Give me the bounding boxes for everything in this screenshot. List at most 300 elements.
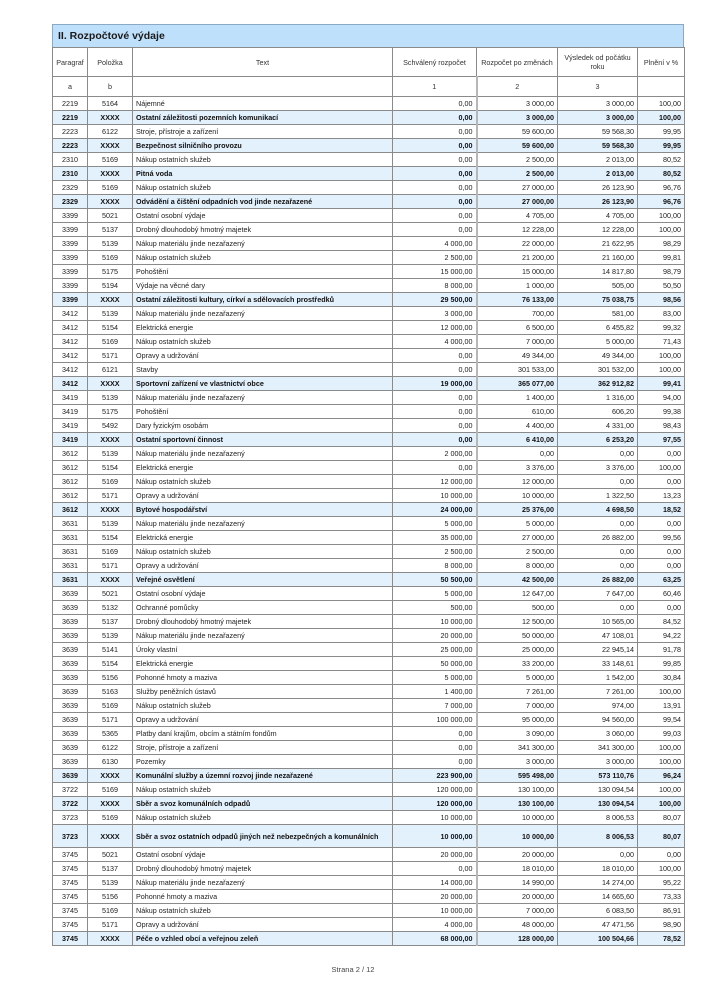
text-cell: Nákup materiálu jinde nezařazený [133, 876, 393, 890]
text-cell: Ostatní sportovní činnost [133, 433, 393, 447]
text-cell: Pozemky [133, 755, 393, 769]
schvaleny-cell: 15 000,00 [393, 265, 477, 279]
schvaleny-cell: 0,00 [393, 741, 477, 755]
plneni-cell: 80,07 [638, 811, 685, 825]
table-row [53, 876, 685, 890]
schvaleny-cell: 223 900,00 [393, 769, 477, 783]
paragraf-cell: 3612 [53, 447, 88, 461]
plneni-cell: 100,00 [638, 461, 685, 475]
vysledek-cell: 6 083,50 [558, 904, 638, 918]
schvaleny-cell: 0,00 [393, 153, 477, 167]
plneni-cell: 96,24 [638, 769, 685, 783]
vysledek-cell: 0,00 [558, 475, 638, 489]
polozka-cell: 5154 [88, 531, 133, 545]
table-row-subtotal [53, 769, 685, 783]
po-zmenach-cell: 3 000,00 [477, 97, 558, 111]
polozka-cell: XXXX [88, 825, 133, 848]
text-cell: Bezpečnost silničního provozu [133, 139, 393, 153]
polozka-cell: 5139 [88, 391, 133, 405]
vysledek-cell: 0,00 [558, 545, 638, 559]
plneni-cell: 94,00 [638, 391, 685, 405]
po-zmenach-cell: 10 000,00 [477, 825, 558, 848]
paragraf-cell: 3399 [53, 223, 88, 237]
table-row [53, 587, 685, 601]
polozka-cell: XXXX [88, 932, 133, 946]
polozka-cell: XXXX [88, 195, 133, 209]
paragraf-cell: 3639 [53, 657, 88, 671]
text-cell: Služby peněžních ústavů [133, 685, 393, 699]
text-cell: Pohonné hmoty a maziva [133, 671, 393, 685]
po-zmenach-cell: 8 000,00 [477, 559, 558, 573]
po-zmenach-cell: 2 500,00 [477, 167, 558, 181]
plneni-cell: 100,00 [638, 97, 685, 111]
table-row [53, 461, 685, 475]
budget-page [52, 24, 684, 946]
po-zmenach-cell: 7 261,00 [477, 685, 558, 699]
vysledek-cell: 0,00 [558, 601, 638, 615]
paragraf-cell: 3722 [53, 797, 88, 811]
table-row [53, 265, 685, 279]
plneni-cell: 99,38 [638, 405, 685, 419]
text-cell: Nákup ostatních služeb [133, 783, 393, 797]
text-cell: Nákup materiálu jinde nezařazený [133, 517, 393, 531]
schvaleny-cell: 0,00 [393, 419, 477, 433]
index-b: b [88, 77, 133, 97]
text-cell: Nákup ostatních služeb [133, 251, 393, 265]
polozka-cell: 5139 [88, 876, 133, 890]
table-row [53, 489, 685, 503]
vysledek-cell: 8 006,53 [558, 825, 638, 848]
plneni-cell: 99,56 [638, 531, 685, 545]
polozka-cell: XXXX [88, 139, 133, 153]
schvaleny-cell: 20 000,00 [393, 848, 477, 862]
paragraf-cell: 3612 [53, 503, 88, 517]
po-zmenach-cell: 7 000,00 [477, 904, 558, 918]
paragraf-cell: 3412 [53, 363, 88, 377]
text-cell: Sběr a svoz komunálních odpadů [133, 797, 393, 811]
text-cell: Pohoštění [133, 265, 393, 279]
po-zmenach-cell: 59 600,00 [477, 125, 558, 139]
table-row [53, 237, 685, 251]
plneni-cell: 0,00 [638, 447, 685, 461]
text-cell: Nákup materiálu jinde nezařazený [133, 447, 393, 461]
vysledek-cell: 4 705,00 [558, 209, 638, 223]
plneni-cell: 100,00 [638, 111, 685, 125]
paragraf-cell: 3419 [53, 419, 88, 433]
polozka-cell: 5492 [88, 419, 133, 433]
schvaleny-cell: 0,00 [393, 139, 477, 153]
paragraf-cell: 3639 [53, 685, 88, 699]
vysledek-cell: 59 568,30 [558, 125, 638, 139]
text-cell: Ostatní osobní výdaje [133, 209, 393, 223]
po-zmenach-cell: 18 010,00 [477, 862, 558, 876]
po-zmenach-cell: 33 200,00 [477, 657, 558, 671]
schvaleny-cell: 29 500,00 [393, 293, 477, 307]
polozka-cell: 5154 [88, 657, 133, 671]
col-paragraf: Paragraf [53, 48, 88, 77]
po-zmenach-cell: 0,00 [477, 447, 558, 461]
plneni-cell: 100,00 [638, 363, 685, 377]
text-cell: Nákup ostatních služeb [133, 181, 393, 195]
po-zmenach-cell: 4 400,00 [477, 419, 558, 433]
schvaleny-cell: 0,00 [393, 167, 477, 181]
text-cell: Nákup materiálu jinde nezařazený [133, 307, 393, 321]
po-zmenach-cell: 50 000,00 [477, 629, 558, 643]
plneni-cell: 98,56 [638, 293, 685, 307]
vysledek-cell: 12 228,00 [558, 223, 638, 237]
po-zmenach-cell: 42 500,00 [477, 573, 558, 587]
vysledek-cell: 59 568,30 [558, 139, 638, 153]
schvaleny-cell: 25 000,00 [393, 643, 477, 657]
paragraf-cell: 3745 [53, 918, 88, 932]
schvaleny-cell: 3 000,00 [393, 307, 477, 321]
polozka-cell: 5169 [88, 181, 133, 195]
po-zmenach-cell: 20 000,00 [477, 890, 558, 904]
po-zmenach-cell: 12 647,00 [477, 587, 558, 601]
polozka-cell: 5139 [88, 447, 133, 461]
text-cell: Ostatní osobní výdaje [133, 848, 393, 862]
table-row [53, 755, 685, 769]
plneni-cell: 99,85 [638, 657, 685, 671]
paragraf-cell: 3639 [53, 615, 88, 629]
polozka-cell: 5171 [88, 713, 133, 727]
paragraf-cell: 3631 [53, 531, 88, 545]
po-zmenach-cell: 3 376,00 [477, 461, 558, 475]
index-3: 3 [558, 77, 638, 97]
polozka-cell: 5169 [88, 475, 133, 489]
paragraf-cell: 3399 [53, 251, 88, 265]
table-row [53, 657, 685, 671]
po-zmenach-cell: 10 000,00 [477, 489, 558, 503]
schvaleny-cell: 0,00 [393, 461, 477, 475]
vysledek-cell: 130 094,54 [558, 797, 638, 811]
plneni-cell: 13,91 [638, 699, 685, 713]
polozka-cell: 5169 [88, 153, 133, 167]
schvaleny-cell: 7 000,00 [393, 699, 477, 713]
vysledek-cell: 18 010,00 [558, 862, 638, 876]
table-row [53, 251, 685, 265]
paragraf-cell: 3639 [53, 643, 88, 657]
paragraf-cell: 3612 [53, 475, 88, 489]
po-zmenach-cell: 25 376,00 [477, 503, 558, 517]
po-zmenach-cell: 27 000,00 [477, 181, 558, 195]
section-title: II. Rozpočtové výdaje [52, 24, 684, 47]
po-zmenach-cell: 49 344,00 [477, 349, 558, 363]
paragraf-cell: 3399 [53, 265, 88, 279]
plneni-cell: 80,52 [638, 153, 685, 167]
polozka-cell: 5171 [88, 559, 133, 573]
po-zmenach-cell: 595 498,00 [477, 769, 558, 783]
paragraf-cell: 3639 [53, 727, 88, 741]
vysledek-cell: 3 000,00 [558, 111, 638, 125]
schvaleny-cell: 2 000,00 [393, 447, 477, 461]
schvaleny-cell: 5 000,00 [393, 671, 477, 685]
text-cell: Sběr a svoz ostatních odpadů jiných než nebezpečných a komunálních [133, 825, 393, 848]
schvaleny-cell: 14 000,00 [393, 876, 477, 890]
schvaleny-cell: 20 000,00 [393, 629, 477, 643]
schvaleny-cell: 0,00 [393, 349, 477, 363]
paragraf-cell: 3399 [53, 293, 88, 307]
plneni-cell: 63,25 [638, 573, 685, 587]
polozka-cell: 5194 [88, 279, 133, 293]
schvaleny-cell: 10 000,00 [393, 825, 477, 848]
polozka-cell: 5139 [88, 517, 133, 531]
polozka-cell: 5141 [88, 643, 133, 657]
text-cell: Pitná voda [133, 167, 393, 181]
schvaleny-cell: 0,00 [393, 755, 477, 769]
vysledek-cell: 7 647,00 [558, 587, 638, 601]
po-zmenach-cell: 500,00 [477, 601, 558, 615]
po-zmenach-cell: 15 000,00 [477, 265, 558, 279]
plneni-cell: 13,23 [638, 489, 685, 503]
polozka-cell: 5139 [88, 629, 133, 643]
vysledek-cell: 14 665,60 [558, 890, 638, 904]
text-cell: Nákup materiálu jinde nezařazený [133, 237, 393, 251]
plneni-cell: 18,52 [638, 503, 685, 517]
table-row [53, 643, 685, 657]
col-text: Text [133, 48, 393, 77]
vysledek-cell: 4 698,50 [558, 503, 638, 517]
table-row [53, 629, 685, 643]
vysledek-cell: 26 123,90 [558, 181, 638, 195]
vysledek-cell: 581,00 [558, 307, 638, 321]
schvaleny-cell: 50 000,00 [393, 657, 477, 671]
plneni-cell: 0,00 [638, 545, 685, 559]
table-row [53, 713, 685, 727]
polozka-cell: XXXX [88, 377, 133, 391]
plneni-cell: 0,00 [638, 601, 685, 615]
vysledek-cell: 974,00 [558, 699, 638, 713]
paragraf-cell: 3723 [53, 811, 88, 825]
plneni-cell: 99,95 [638, 125, 685, 139]
polozka-cell: 5021 [88, 848, 133, 862]
index-a: a [53, 77, 88, 97]
polozka-cell: 5021 [88, 587, 133, 601]
index-4 [638, 77, 685, 97]
text-cell: Stroje, přístroje a zařízení [133, 125, 393, 139]
text-cell: Odvádění a čištění odpadních vod jinde nezařazené [133, 195, 393, 209]
schvaleny-cell: 5 000,00 [393, 517, 477, 531]
vysledek-cell: 1 316,00 [558, 391, 638, 405]
polozka-cell: 5156 [88, 890, 133, 904]
po-zmenach-cell: 21 200,00 [477, 251, 558, 265]
paragraf-cell: 3722 [53, 783, 88, 797]
po-zmenach-cell: 3 090,00 [477, 727, 558, 741]
vysledek-cell: 3 000,00 [558, 97, 638, 111]
plneni-cell: 86,91 [638, 904, 685, 918]
paragraf-cell: 3745 [53, 848, 88, 862]
table-row [53, 181, 685, 195]
schvaleny-cell: 50 500,00 [393, 573, 477, 587]
po-zmenach-cell: 25 000,00 [477, 643, 558, 657]
schvaleny-cell: 35 000,00 [393, 531, 477, 545]
paragraf-cell: 3639 [53, 713, 88, 727]
schvaleny-cell: 10 000,00 [393, 489, 477, 503]
polozka-cell: 5171 [88, 349, 133, 363]
vysledek-cell: 33 148,61 [558, 657, 638, 671]
vysledek-cell: 100 504,66 [558, 932, 638, 946]
schvaleny-cell: 24 000,00 [393, 503, 477, 517]
text-cell: Pohoštění [133, 405, 393, 419]
schvaleny-cell: 2 500,00 [393, 251, 477, 265]
text-cell: Sportovní zařízení ve vlastnictví obce [133, 377, 393, 391]
paragraf-cell: 2219 [53, 97, 88, 111]
table-row-subtotal [53, 573, 685, 587]
table-body [53, 97, 685, 946]
polozka-cell: XXXX [88, 433, 133, 447]
plneni-cell: 95,22 [638, 876, 685, 890]
po-zmenach-cell: 5 000,00 [477, 671, 558, 685]
vysledek-cell: 0,00 [558, 559, 638, 573]
po-zmenach-cell: 128 000,00 [477, 932, 558, 946]
schvaleny-cell: 0,00 [393, 209, 477, 223]
table-row [53, 321, 685, 335]
text-cell: Výdaje na věcné dary [133, 279, 393, 293]
polozka-cell: 6122 [88, 741, 133, 755]
po-zmenach-cell: 6 500,00 [477, 321, 558, 335]
table-row [53, 559, 685, 573]
po-zmenach-cell: 7 000,00 [477, 699, 558, 713]
vysledek-cell: 6 455,82 [558, 321, 638, 335]
text-cell: Komunální služby a územní rozvoj jinde nezařazené [133, 769, 393, 783]
table-row-subtotal [53, 433, 685, 447]
plneni-cell: 100,00 [638, 783, 685, 797]
text-cell: Nákup ostatních služeb [133, 475, 393, 489]
schvaleny-cell: 120 000,00 [393, 783, 477, 797]
polozka-cell: 5365 [88, 727, 133, 741]
po-zmenach-cell: 341 300,00 [477, 741, 558, 755]
paragraf-cell: 3639 [53, 629, 88, 643]
paragraf-cell: 2310 [53, 153, 88, 167]
po-zmenach-cell: 59 600,00 [477, 139, 558, 153]
table-row [53, 97, 685, 111]
paragraf-cell: 3631 [53, 559, 88, 573]
table-row [53, 545, 685, 559]
polozka-cell: 5171 [88, 489, 133, 503]
po-zmenach-cell: 3 000,00 [477, 755, 558, 769]
paragraf-cell: 2329 [53, 181, 88, 195]
plneni-cell: 60,46 [638, 587, 685, 601]
polozka-cell: XXXX [88, 573, 133, 587]
table-row [53, 741, 685, 755]
schvaleny-cell: 19 000,00 [393, 377, 477, 391]
table-row [53, 918, 685, 932]
text-cell: Opravy a udržování [133, 489, 393, 503]
plneni-cell: 96,76 [638, 195, 685, 209]
polozka-cell: XXXX [88, 111, 133, 125]
paragraf-cell: 2310 [53, 167, 88, 181]
paragraf-cell: 2223 [53, 139, 88, 153]
po-zmenach-cell: 2 500,00 [477, 545, 558, 559]
vysledek-cell: 26 882,00 [558, 531, 638, 545]
paragraf-cell: 3631 [53, 545, 88, 559]
plneni-cell: 30,84 [638, 671, 685, 685]
po-zmenach-cell: 130 100,00 [477, 783, 558, 797]
text-cell: Drobný dlouhodobý hmotný majetek [133, 615, 393, 629]
schvaleny-cell: 100 000,00 [393, 713, 477, 727]
po-zmenach-cell: 2 500,00 [477, 153, 558, 167]
plneni-cell: 50,50 [638, 279, 685, 293]
schvaleny-cell: 68 000,00 [393, 932, 477, 946]
table-row [53, 307, 685, 321]
po-zmenach-cell: 12 000,00 [477, 475, 558, 489]
page-number: Strana 2 / 12 [331, 965, 375, 974]
vysledek-cell: 22 945,14 [558, 643, 638, 657]
po-zmenach-cell: 12 228,00 [477, 223, 558, 237]
paragraf-cell: 3745 [53, 904, 88, 918]
table-row-subtotal [53, 932, 685, 946]
plneni-cell: 0,00 [638, 475, 685, 489]
paragraf-cell: 2329 [53, 195, 88, 209]
schvaleny-cell: 0,00 [393, 433, 477, 447]
po-zmenach-cell: 1 400,00 [477, 391, 558, 405]
paragraf-cell: 3639 [53, 755, 88, 769]
index-1: 1 [393, 77, 477, 97]
table-row [53, 531, 685, 545]
plneni-cell: 98,43 [638, 419, 685, 433]
table-row [53, 153, 685, 167]
vysledek-cell: 573 110,76 [558, 769, 638, 783]
text-cell: Ostatní záležitosti kultury, církví a sdělovacích prostředků [133, 293, 393, 307]
vysledek-cell: 6 253,20 [558, 433, 638, 447]
polozka-cell: 5169 [88, 783, 133, 797]
po-zmenach-cell: 1 000,00 [477, 279, 558, 293]
vysledek-cell: 14 274,00 [558, 876, 638, 890]
vysledek-cell: 0,00 [558, 848, 638, 862]
plneni-cell: 83,00 [638, 307, 685, 321]
plneni-cell: 99,32 [638, 321, 685, 335]
polozka-cell: 5169 [88, 699, 133, 713]
paragraf-cell: 3639 [53, 671, 88, 685]
text-cell: Opravy a udržování [133, 713, 393, 727]
paragraf-cell: 2223 [53, 125, 88, 139]
polozka-cell: XXXX [88, 797, 133, 811]
vysledek-cell: 3 060,00 [558, 727, 638, 741]
po-zmenach-cell: 130 100,00 [477, 797, 558, 811]
paragraf-cell: 3399 [53, 209, 88, 223]
po-zmenach-cell: 4 705,00 [477, 209, 558, 223]
polozka-cell: 6121 [88, 363, 133, 377]
table-row-subtotal [53, 139, 685, 153]
po-zmenach-cell: 365 077,00 [477, 377, 558, 391]
polozka-cell: 5021 [88, 209, 133, 223]
polozka-cell: 5175 [88, 265, 133, 279]
schvaleny-cell: 5 000,00 [393, 587, 477, 601]
paragraf-cell: 3631 [53, 573, 88, 587]
text-cell: Nákup ostatních služeb [133, 811, 393, 825]
expenditure-table [52, 47, 685, 946]
table-row [53, 279, 685, 293]
table-row [53, 811, 685, 825]
paragraf-cell: 3639 [53, 741, 88, 755]
text-cell: Nákup ostatních služeb [133, 904, 393, 918]
text-cell: Stavby [133, 363, 393, 377]
paragraf-cell: 3745 [53, 932, 88, 946]
schvaleny-cell: 10 000,00 [393, 811, 477, 825]
polozka-cell: XXXX [88, 769, 133, 783]
table-row [53, 209, 685, 223]
schvaleny-cell: 0,00 [393, 181, 477, 195]
paragraf-cell: 3745 [53, 862, 88, 876]
table-row [53, 335, 685, 349]
schvaleny-cell: 0,00 [393, 363, 477, 377]
schvaleny-cell: 0,00 [393, 391, 477, 405]
text-cell: Opravy a udržování [133, 349, 393, 363]
po-zmenach-cell: 700,00 [477, 307, 558, 321]
schvaleny-cell: 2 500,00 [393, 545, 477, 559]
paragraf-cell: 3412 [53, 307, 88, 321]
table-row [53, 363, 685, 377]
